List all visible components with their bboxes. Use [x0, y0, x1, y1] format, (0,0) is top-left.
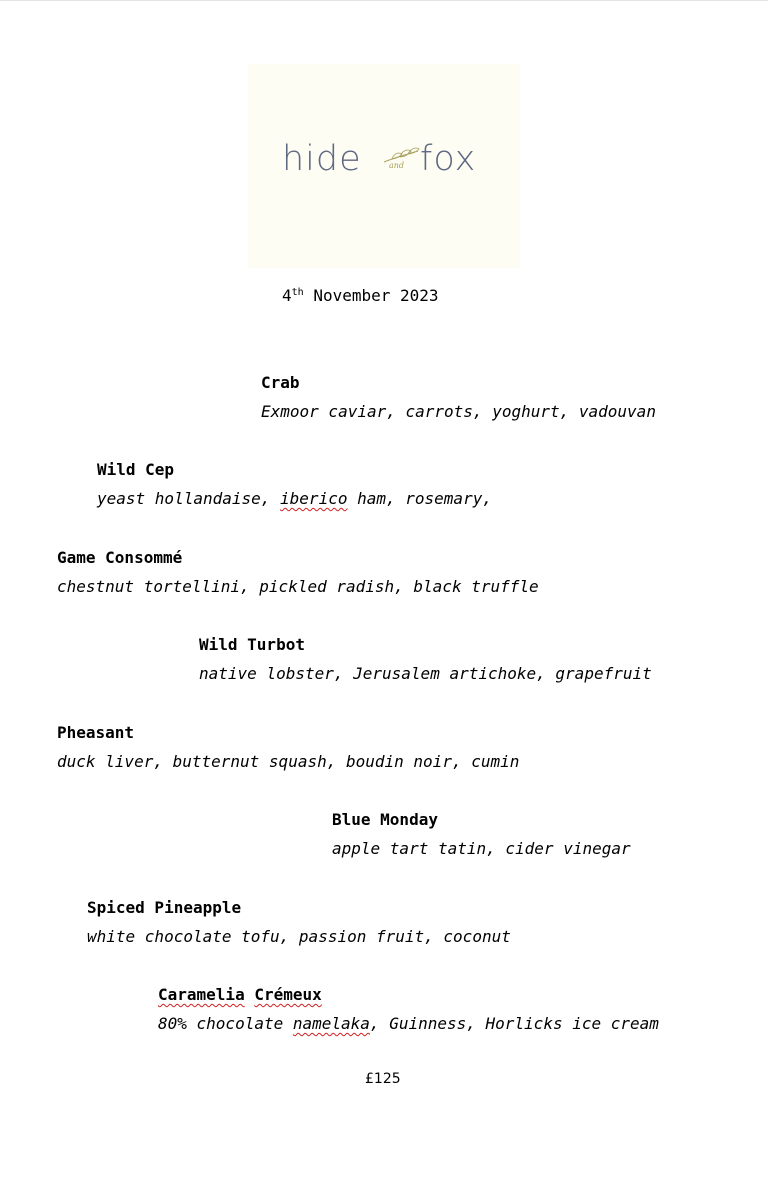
spellcheck-flagged-word: Caramelia [158, 985, 245, 1004]
date-month-year: November 2023 [303, 286, 439, 305]
course-name: Game Consommé [57, 548, 183, 567]
menu-price: £125 [365, 1071, 401, 1087]
course-name: Pheasant [57, 723, 135, 742]
course-wild-turbot [199, 635, 652, 684]
description-text: ham, rosemary, [347, 489, 492, 508]
course-name: Wild Turbot [199, 635, 305, 654]
course-crab [261, 373, 656, 422]
date-day: 4 [282, 286, 292, 305]
restaurant-logo [248, 64, 520, 268]
course-name: Wild Cep [97, 460, 175, 479]
course-game-consomme [57, 548, 539, 597]
spellcheck-flagged-word: namelaka [292, 1014, 370, 1033]
logo-word-hide: hide [282, 139, 362, 179]
page-top-border [0, 0, 768, 1]
description-text: yeast hollandaise, [97, 489, 281, 508]
course-description: Exmoor caviar, carrots, yoghurt, vadouvan [261, 402, 656, 421]
description-text: 80% chocolate [158, 1014, 293, 1033]
spellcheck-flagged-word: Crémeux [254, 985, 322, 1004]
course-wild-cep [97, 460, 492, 509]
course-description: chestnut tortellini, pickled radish, black truffle [57, 577, 539, 596]
course-description: native lobster, Jerusalem artichoke, grapefruit [199, 664, 652, 683]
menu-date [282, 286, 439, 305]
course-description: apple tart tatin, cider vinegar [332, 839, 631, 858]
course-description [97, 489, 492, 509]
course-name [158, 985, 659, 1005]
course-name: Crab [261, 373, 300, 392]
course-description: duck liver, butternut squash, boudin noir, cumin [57, 752, 520, 771]
course-pheasant [57, 723, 519, 772]
description-text: , Guinness, Horlicks ice cream [369, 1014, 659, 1033]
logo-word-fox: fox [420, 139, 477, 179]
course-name: Spiced Pineapple [87, 898, 242, 917]
logo-word-and: and [389, 161, 405, 170]
course-description [158, 1014, 659, 1034]
course-spiced-pineapple [87, 898, 511, 947]
course-name: Blue Monday [332, 810, 438, 829]
date-suffix: th [291, 287, 304, 298]
course-description: white chocolate tofu, passion fruit, coconut [87, 927, 511, 946]
course-blue-monday [332, 810, 631, 859]
spellcheck-flagged-word: iberico [280, 489, 348, 508]
course-caramelia-cremeux [158, 985, 659, 1034]
name-space [245, 985, 255, 1004]
